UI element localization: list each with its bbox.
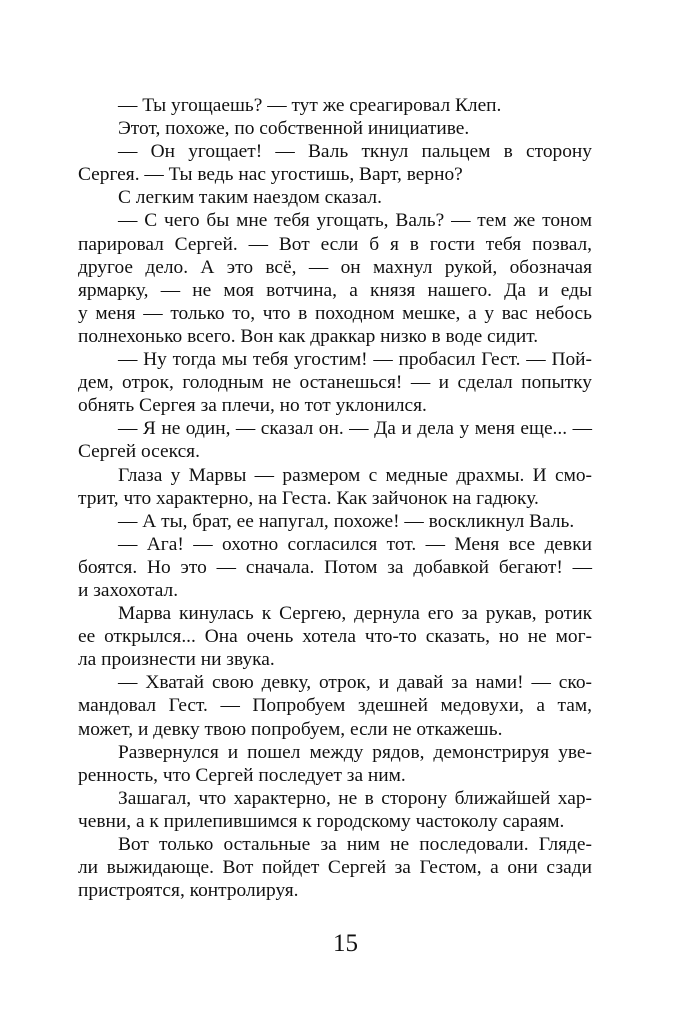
text-line: может, и девку твою попробуем, если не откажешь. [78, 718, 503, 740]
text-line: — С чего бы мне тебя угощать, Валь? — тем же тоном [118, 210, 592, 232]
text-line: — А ты, брат, ее напугал, похоже! — воскликнул Валь. [118, 510, 575, 532]
text-line: Зашагал, что характерно, не в сторону ближайшей хар- [118, 787, 592, 809]
text-line: — Ага! — охотно согласился тот. — Меня все девки [118, 533, 592, 555]
text-line: — Я не один, — сказал он. — Да и дела у меня еще... — [118, 418, 592, 440]
text-line: обнять Сергея за плечи, но тот уклонился. [78, 395, 427, 417]
text-line: другое дело. А это всё, — он махнул рукой, обозначая [78, 256, 592, 278]
text-line: ли выжидающе. Вот пойдет Сергей за Гестом, а они сзади [78, 857, 592, 879]
body-text [78, 94, 592, 902]
text-line: ренность, что Сергей последует за ним. [78, 764, 406, 786]
text-line: ярмарку, — не моя вотчина, а князя нашего. Да и еды [78, 279, 592, 301]
text-line: ее открылся... Она очень хотела что-то сказать, но не мог- [78, 626, 592, 648]
text-line: парировал Сергей. — Вот если б я в гости тебя позвал, [78, 233, 592, 255]
text-line: — Ну тогда мы тебя угостим! — пробасил Гест. — Пой- [118, 349, 592, 371]
page-number: 15 [333, 930, 358, 957]
text-line: чевни, а к прилепившимся к городскому частоколу сараям. [78, 810, 565, 832]
text-line: у меня — только то, что в походном мешке, а у вас небось [78, 302, 592, 324]
text-line: Этот, похоже, по собственной инициативе. [118, 118, 470, 140]
text-line: — Он угощает! — Валь ткнул пальцем в сторону [118, 141, 592, 163]
text-line: Развернулся и пошел между рядов, демонстрируя уве- [118, 741, 592, 763]
text-line: — Ты угощаешь? — тут же среагировал Клеп. [118, 95, 502, 116]
text-line: мандовал Гест. — Попробуем здешней медовухи, а там, [78, 695, 592, 717]
text-line: ла произнести ни звука. [78, 649, 275, 671]
text-line: дем, отрок, голодным не останешься! — и сделал попытку [78, 372, 592, 394]
text-line: и захохотал. [78, 579, 179, 601]
text-line: боятся. Но это — сначала. Потом за добавкой бегают! — [78, 556, 592, 578]
text-line: полнехонько всего. Вон как драккар низко в воде сидит. [78, 325, 539, 347]
text-line: трит, что характерно, на Геста. Как зайчонок на гадюку. [78, 487, 539, 509]
text-line: Марва кинулась к Сергею, дернула его за рукав, ротик [118, 603, 592, 625]
text-line: Вот только остальные за ним не последовали. Гляде- [118, 834, 592, 855]
text-line: С легким таким наездом сказал. [118, 187, 382, 209]
text-line: пристроятся, контролируя. [78, 880, 299, 902]
text-line: Сергей осекся. [78, 441, 200, 463]
text-line: Сергея. — Ты ведь нас угостишь, Варт, верно? [78, 164, 463, 186]
text-line: — Хватай свою девку, отрок, и давай за нами! — ско- [118, 672, 592, 694]
text-line: Глаза у Марвы — размером с медные драхмы. И смо- [118, 464, 592, 486]
